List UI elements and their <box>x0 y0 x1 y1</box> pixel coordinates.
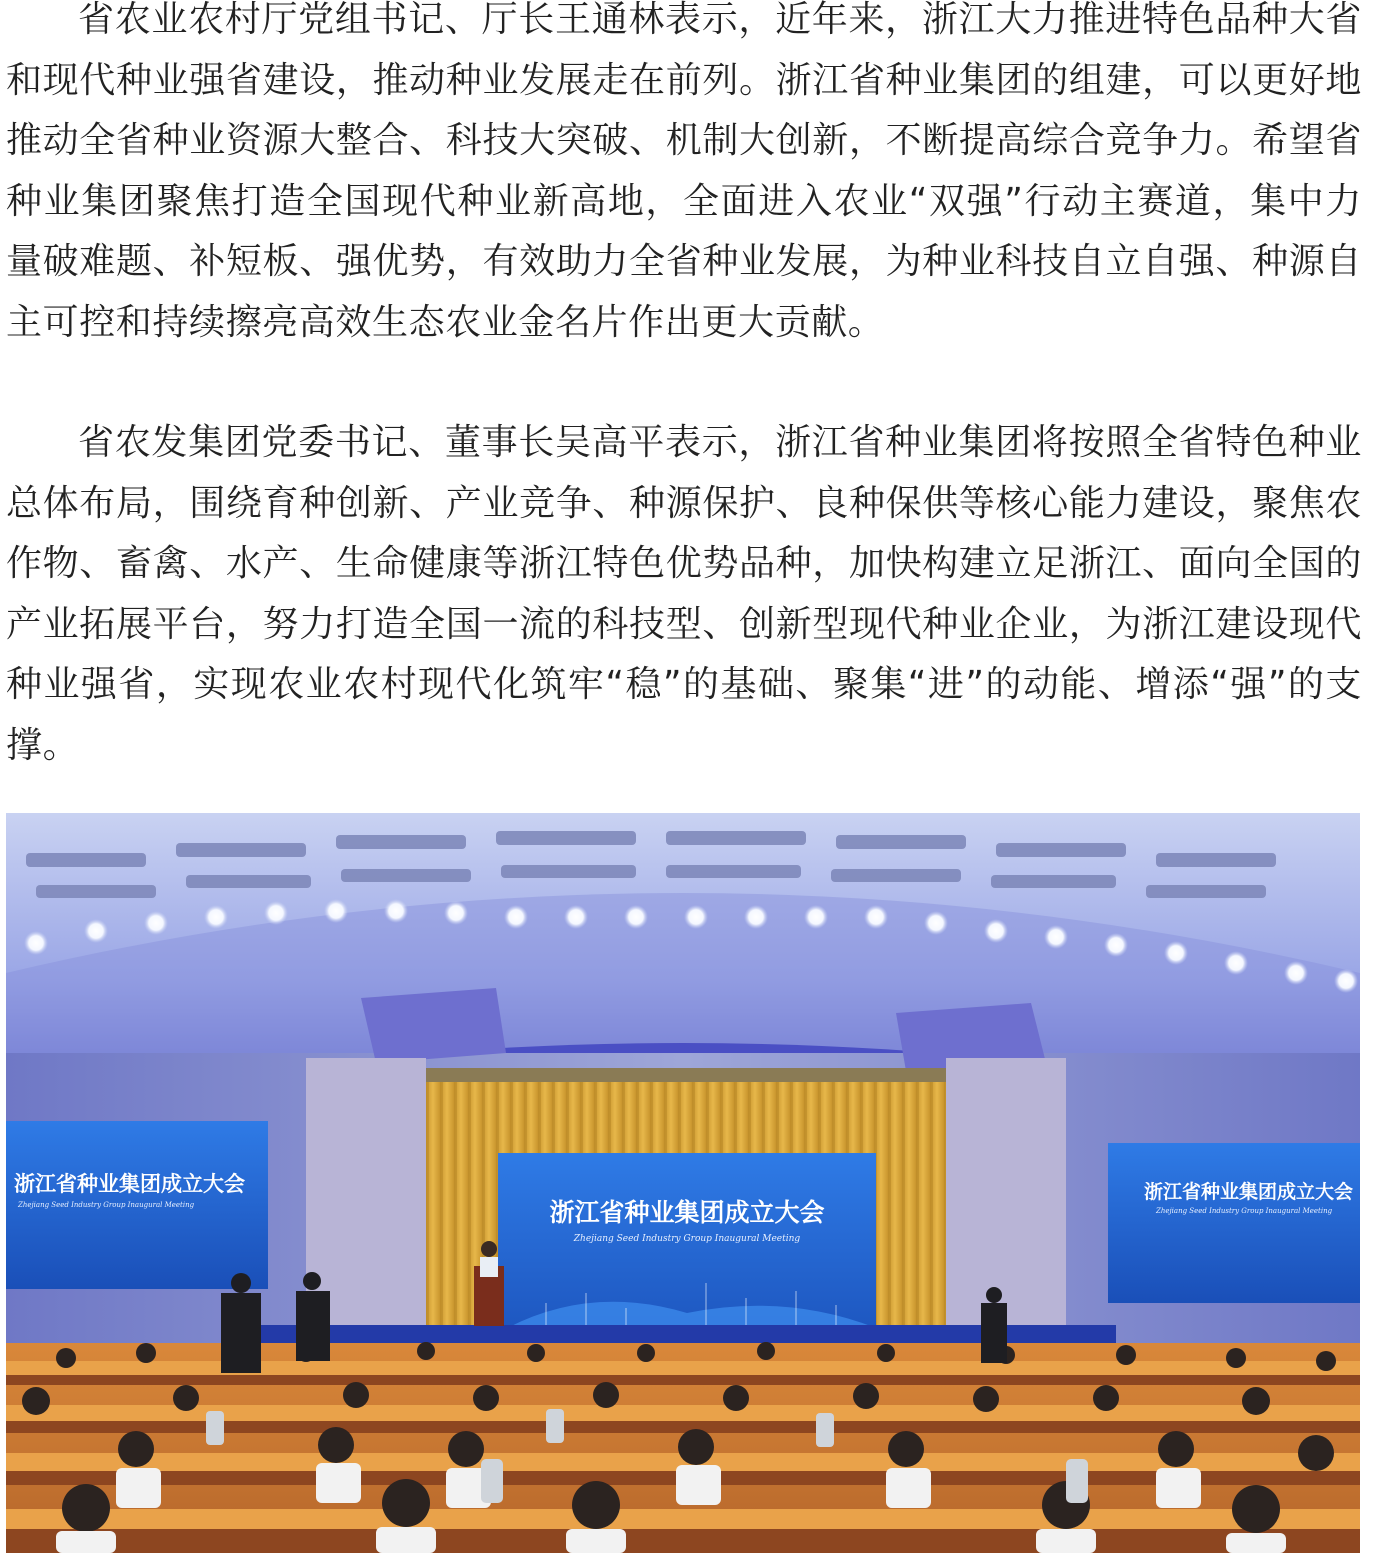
left-screen-title: 浙江省种业集团成立大会 <box>14 1171 245 1196</box>
main-screen-subtitle: Zhejiang Seed Industry Group Inaugural Meeting <box>573 1234 801 1244</box>
right-side-screen <box>1108 1143 1360 1303</box>
conference-photo <box>6 813 1360 1553</box>
article-body <box>6 0 1362 776</box>
left-screen-subtitle: Zhejiang Seed Industry Group Inaugural Meeting <box>18 1201 195 1209</box>
article-paragraph-2: 省农发集团党委书记、董事长吴高平表示，浙江省种业集团将按照全省特色种业总体布局，围绕育种创新、产业竞争、种源保护、良种保供等核心能力建设，聚焦农作物、畜禽、水产、生命健康等浙江特色优势品种，加快构建立足浙江、面向全国的产业拓展平台，努力打造全国一流的科技型、创新型现代种业企业，为浙江建设现代种业强省，实现农业农村现代化筑牢“稳”的基础、聚集“进”的动能、增添“强”的支撑。 <box>6 422 1362 766</box>
article-paragraph-1: 省农业农村厅党组书记、厅长王通林表示，近年来，浙江大力推进特色品种大省和现代种业强省建设，推动种业发展走在前列。浙江省种业集团的组建，可以更好地推动全省种业资源大整合、科技大突破、机制大创新，不断提高综合竞争力。希望省种业集团聚焦打造全国现代种业新高地，全面进入农业“双强”行动主赛道，集中力量破难题、补短板、强优势，有效助力全省种业发展，为种业科技自立自强、种源自主可控和持续擦亮高效生态农业金名片作出更大贡献。 <box>6 0 1362 343</box>
right-screen-title: 浙江省种业集团成立大会 <box>1144 1181 1354 1203</box>
main-screen-title: 浙江省种业集团成立大会 <box>549 1198 825 1227</box>
right-screen-subtitle: Zhejiang Seed Industry Group Inaugural Meeting <box>1156 1207 1333 1215</box>
